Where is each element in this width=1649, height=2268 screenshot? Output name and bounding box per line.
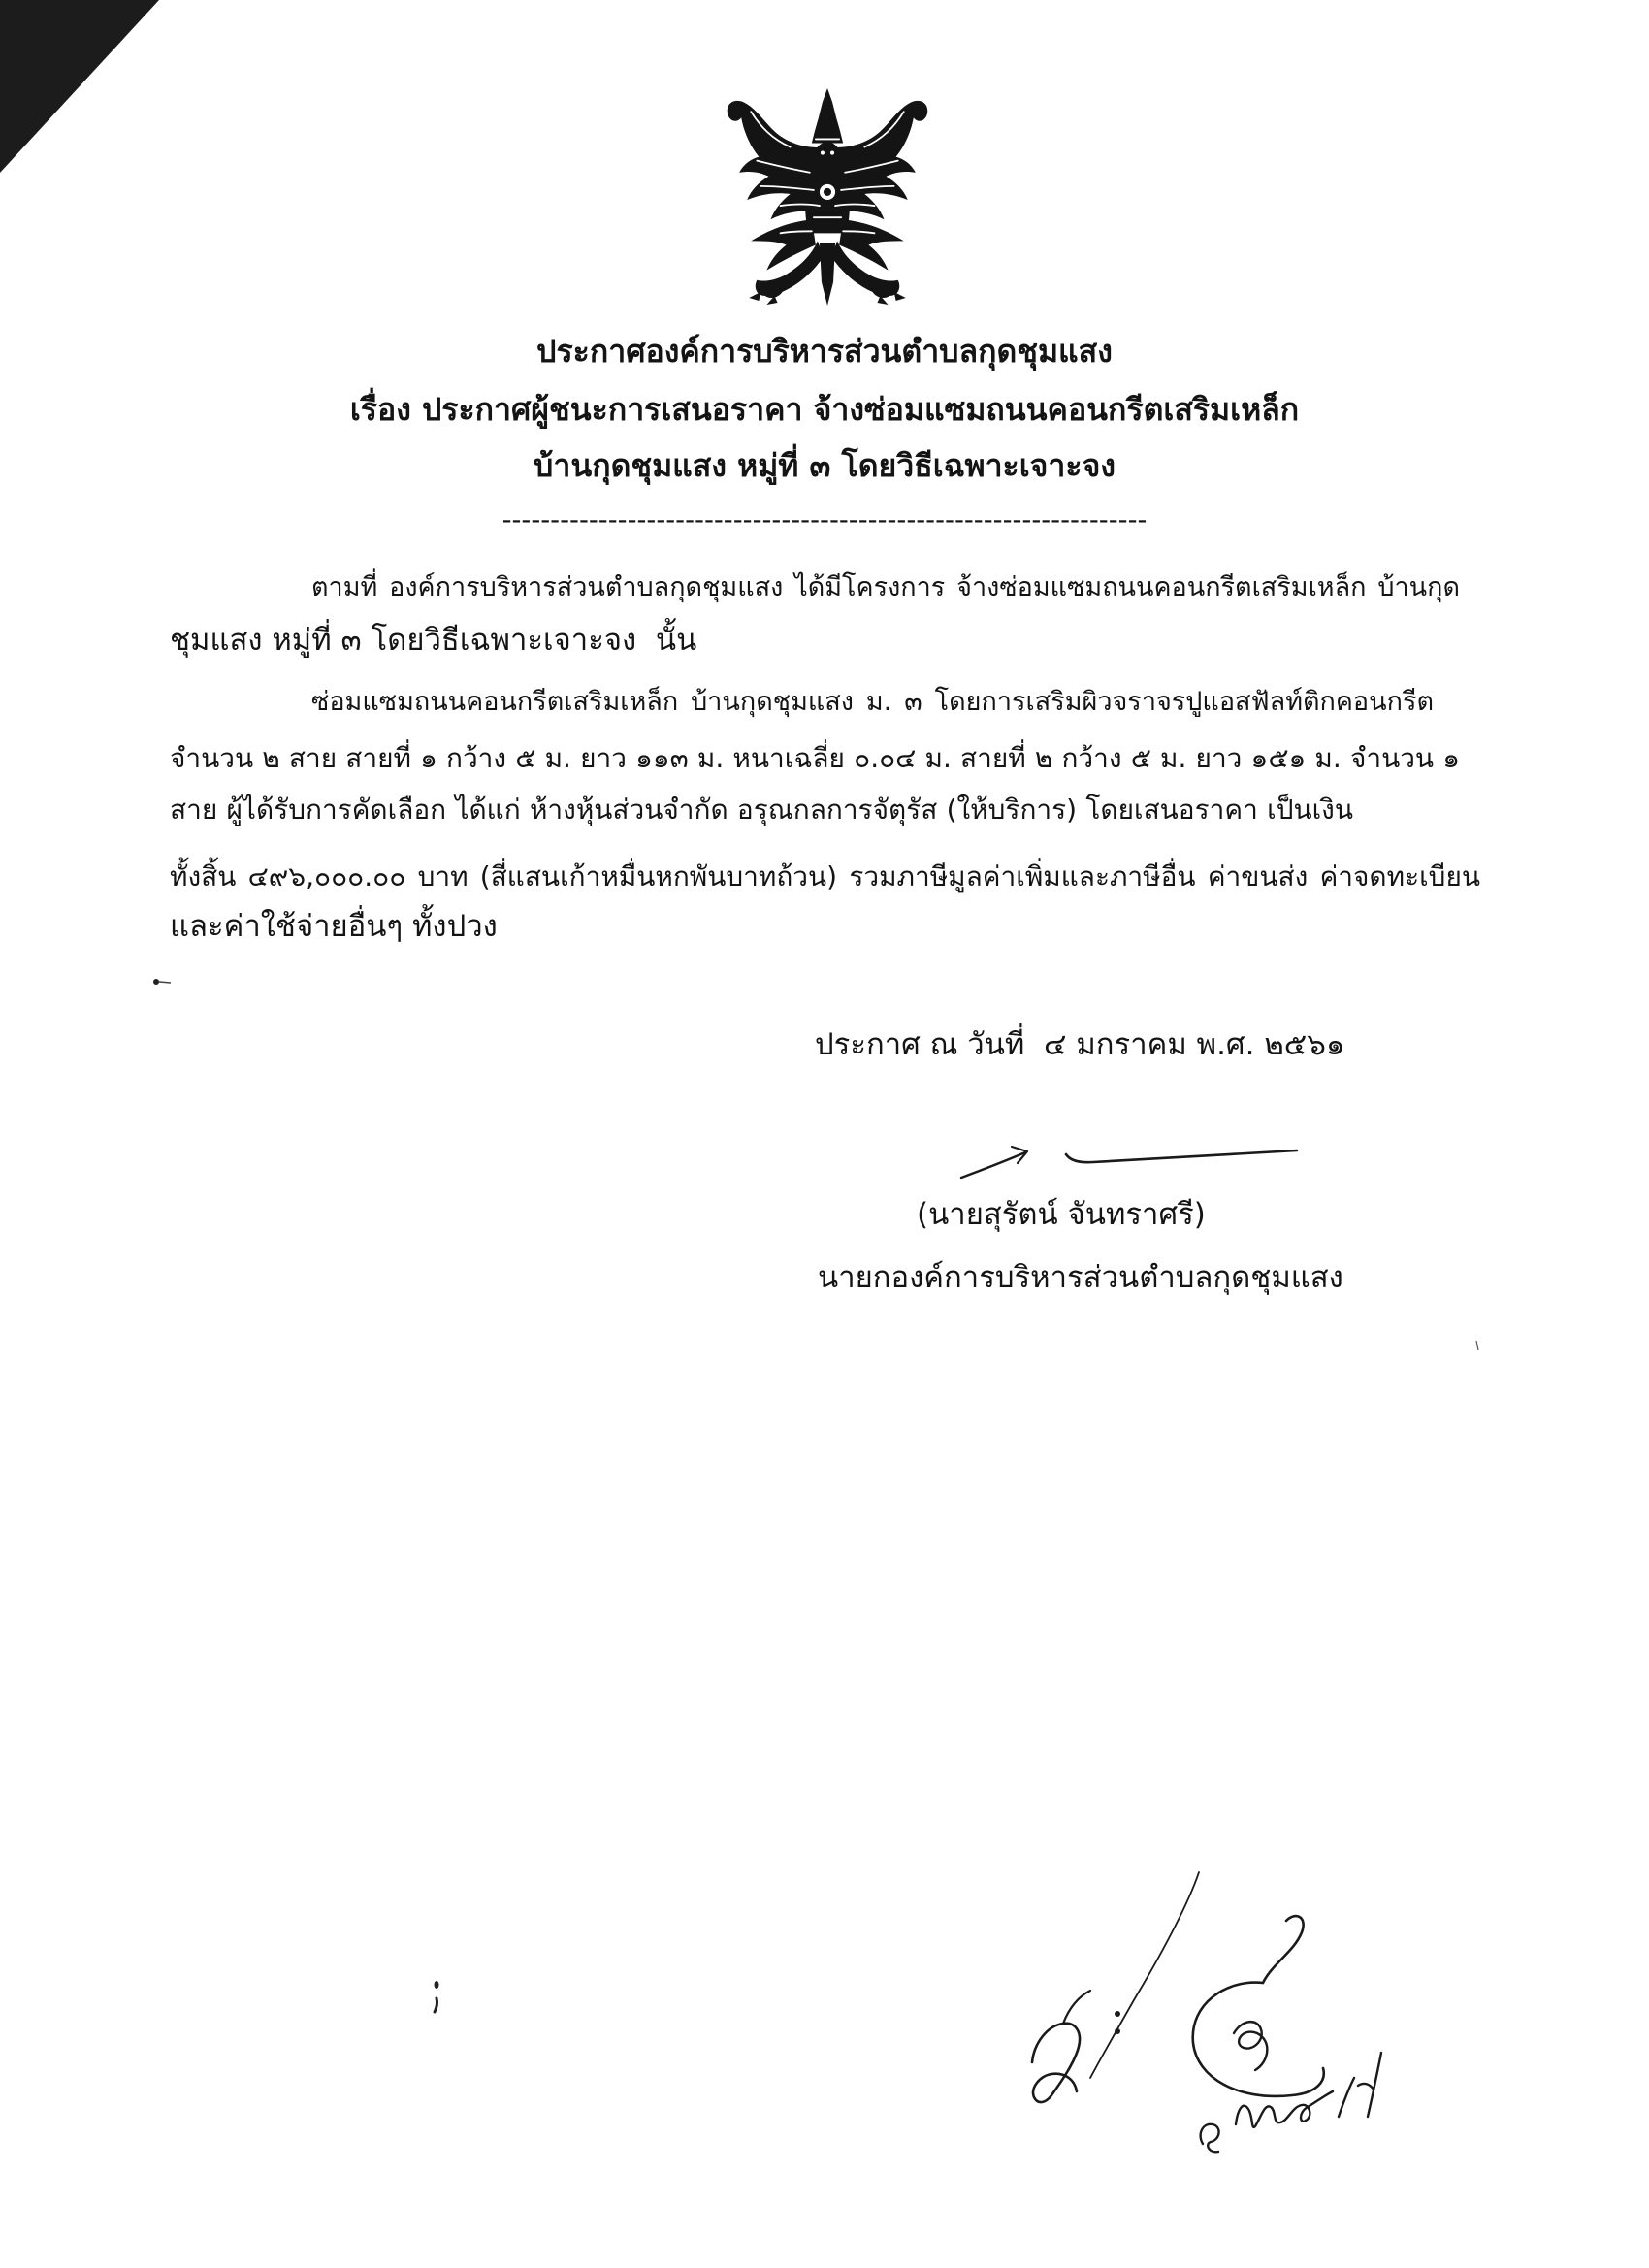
body-line: และค่าใช้จ่ายอื่นๆ ทั้งปวง <box>170 909 498 944</box>
announcement-subject: เรื่อง ประกาศผู้ชนะการเสนอราคา จ้างซ่อมแซมถนนคอนกรีตเสริมเหล็ก <box>349 391 1300 428</box>
emblem-crown <box>812 88 843 144</box>
scan-corner-shadow <box>0 0 165 177</box>
body-line: ทั้งสิ้น ๔๙๖,๐๐๐.๐๐ บาท (สี่แสนเก้าหมื่นหกพันบาทถ้วน) รวมภาษีมูลค่าเพิ่มและภาษีอื่น ค่าขนส่ง ค่าจดทะเบียน <box>170 860 1480 892</box>
announcement-subject-continued: บ้านกุดชุมแสง หมู่ที่ ๓ โดยวิธีเฉพาะเจาะจง <box>534 447 1116 484</box>
body-line: ชุมแสง หมู่ที่ ๓ โดยวิธีเฉพาะเจาะจง นั้น <box>170 623 697 658</box>
signatory-name: (นายสุรัตน์ จันทราศรี) <box>917 1197 1206 1232</box>
handwritten-signature <box>955 1131 1305 1189</box>
scan-mark <box>429 1977 444 2016</box>
body-line: ซ่อมแซมถนนคอนกรีตเสริมเหล็ก บ้านกุดชุมแสง ม. ๓ โดยการเสริมผิวจราจรปูแอสฟัลท์ติกคอนกรีต <box>311 687 1434 717</box>
garuda-emblem <box>722 87 933 308</box>
handwritten-initials <box>1018 1863 1406 2192</box>
separator-line: ------------------------------------------------------------------- <box>501 504 1148 535</box>
signatory-position: นายกองค์การบริหารส่วนตำบลกุดชุมแสง <box>818 1260 1343 1295</box>
emblem-body <box>805 169 850 234</box>
body-line: ตามที่ องค์การบริหารส่วนตำบลกุดชุมแสง ได้มีโครงการ จ้างซ่อมแซมถนนคอนกรีตเสริมเหล็ก บ้านกุด <box>311 572 1460 602</box>
announcement-title: ประกาศองค์การบริหารส่วนตำบลกุดชุมแสง <box>536 333 1113 370</box>
body-line: จำนวน ๒ สาย สายที่ ๑ กว้าง ๕ ม. ยาว ๑๑๓ ม. หนาเฉลี่ย ๐.๐๔ ม. สายที่ ๒ กว้าง ๕ ม. ยาว ๑๕๑ ม. จำนวน ๑ <box>170 742 1460 774</box>
scan-mark <box>1472 1339 1482 1354</box>
announcement-date: ประกาศ ณ วันที่ ๔ มกราคม พ.ศ. ๒๕๖๑ <box>815 1027 1345 1062</box>
scan-mark <box>149 974 177 989</box>
body-line: สาย ผู้ได้รับการคัดเลือก ได้แก่ ห้างหุ้นส่วนจำกัด อรุณกลการจัตุรัส (ให้บริการ) โดยเสนอราคา เป็นเงิน <box>170 794 1353 826</box>
emblem-tail <box>820 243 835 306</box>
